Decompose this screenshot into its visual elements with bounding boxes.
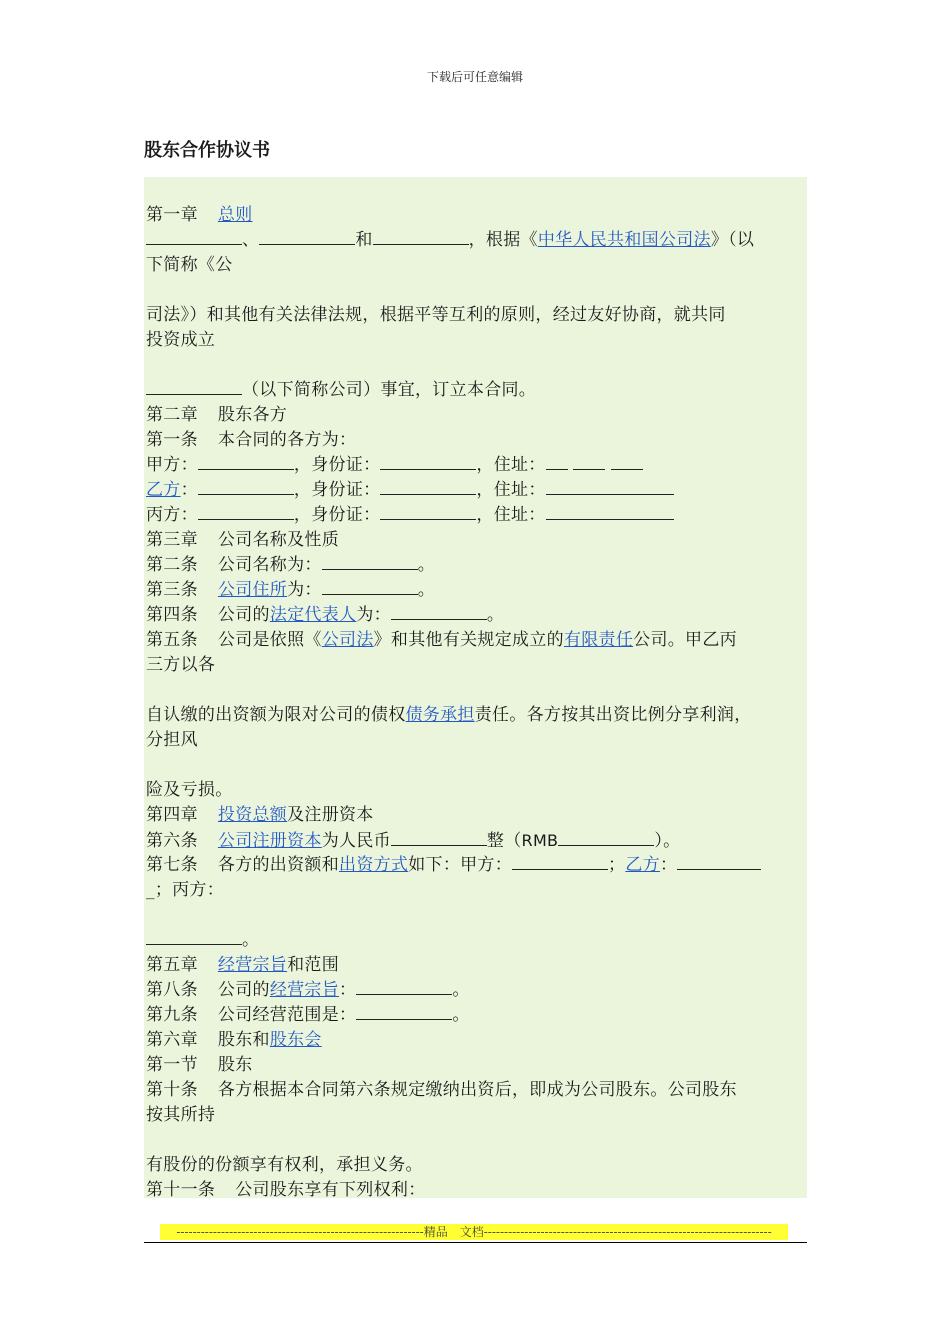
link-party-b[interactable]: 乙方 xyxy=(146,480,181,500)
text-line: 司法》）和其他有关法律法规，根据平等互利的原则，经过友好协商，就共同 xyxy=(146,305,726,325)
document-body xyxy=(144,177,807,1198)
line-article-3: 第三条 公司住所为： 。 xyxy=(146,580,436,600)
link-company-law[interactable]: 中华人民共和国公司法 xyxy=(537,230,711,250)
line-party-a: 甲方： ，身份证： ，住址： xyxy=(146,453,806,478)
line-parties: 、 和 ，根据《中华人民共和国公司法》（以 xyxy=(146,228,806,253)
link-debt-liability[interactable]: 债务承担 xyxy=(405,705,475,725)
line-chapter-6: 第六章 股东和股东会 xyxy=(146,1030,322,1050)
link-shareholders-meeting[interactable]: 股东会 xyxy=(269,1030,322,1050)
link-registered-capital[interactable]: 公司注册资本 xyxy=(217,831,322,851)
line-chapter-1: 第一章 总则 xyxy=(146,205,253,225)
line-article-2: 第二条 公司名称为： 。 xyxy=(146,555,436,575)
line-company-name-blank: （以下简称公司）事宜，订立本合同。 xyxy=(146,378,806,403)
link-party-b-2[interactable]: 乙方 xyxy=(625,855,660,875)
line-liability: 自认缴的出资额为限对公司的债权债务承担责任。各方按其出资比例分享利润， xyxy=(146,705,752,725)
footer-rule xyxy=(144,1242,807,1243)
line-section-1: 第一节 股东 xyxy=(146,1055,253,1075)
link-business-purpose-2[interactable]: 经营宗旨 xyxy=(269,980,340,1000)
text-line: 险及亏损。 xyxy=(146,780,233,800)
text-line: 投资成立 xyxy=(146,330,216,350)
link-contribution-method[interactable]: 出资方式 xyxy=(339,855,409,875)
line-article-5: 第五条 公司是依照《公司法》和其他有关规定成立的有限责任公司。甲乙丙 xyxy=(146,630,737,650)
link-business-purpose[interactable]: 经营宗旨 xyxy=(217,955,288,975)
line-chapter-5: 第五章 经营宗旨和范围 xyxy=(146,955,340,975)
line-chapter-2: 第二章 股东各方 xyxy=(146,405,288,425)
line-party-c: 丙方： ，身份证： ，住址： xyxy=(146,503,806,528)
line-chapter-4: 第四章 投资总额及注册资本 xyxy=(146,805,374,825)
footer-label: 精品 文档 xyxy=(423,1225,484,1239)
link-legal-representative[interactable]: 法定代表人 xyxy=(269,605,357,625)
link-company-law-2[interactable]: 公司法 xyxy=(321,630,374,650)
link-company-address[interactable]: 公司住所 xyxy=(217,580,288,600)
link-total-investment[interactable]: 投资总额 xyxy=(217,805,288,825)
text-line: 分担风 xyxy=(146,730,198,750)
text-line: 三方以各 xyxy=(146,655,216,675)
text-line: 按其所持 xyxy=(146,1105,216,1125)
line-article-6: 第六条 公司注册资本为人民币 整（RMB ）。 xyxy=(146,831,681,851)
text-line: 下简称《公 xyxy=(146,255,233,275)
line-article-1: 第一条 本合同的各方为： xyxy=(146,430,357,450)
line-article-10: 第十条 各方根据本合同第六条规定缴纳出资后，即成为公司股东。公司股东 xyxy=(146,1080,737,1100)
line-party-b: 乙方： ，身份证： ，住址： xyxy=(146,478,806,503)
document-title: 股东合作协议书 xyxy=(144,140,270,161)
line-party-c-contribution: _；丙方： xyxy=(146,880,225,900)
header-note: 下载后可任意编辑 xyxy=(426,70,523,84)
line-contribution-blank: 。 xyxy=(146,928,806,953)
link-general-provisions[interactable]: 总则 xyxy=(217,205,253,225)
line-article-7: 第七条 各方的出资额和出资方式如下：甲方： ；乙方： xyxy=(146,853,806,878)
line-article-11: 第十一条 公司股东享有下列权利： xyxy=(146,1180,426,1200)
text-line: 有股份的份额享有权利，承担义务。 xyxy=(146,1155,423,1175)
line-article-4: 第四条 公司的法定代表人为： 。 xyxy=(146,605,505,625)
line-article-8: 第八条 公司的经营宗旨： 。 xyxy=(146,980,470,1000)
footer-banner: -------------------------------------------------------------精品 文档----------------------------------------------------------------------- xyxy=(160,1224,788,1240)
line-chapter-3: 第三章 公司名称及性质 xyxy=(146,530,340,550)
link-limited-liability[interactable]: 有限责任 xyxy=(563,630,634,650)
line-article-9: 第九条 公司经营范围是： 。 xyxy=(146,1005,470,1025)
